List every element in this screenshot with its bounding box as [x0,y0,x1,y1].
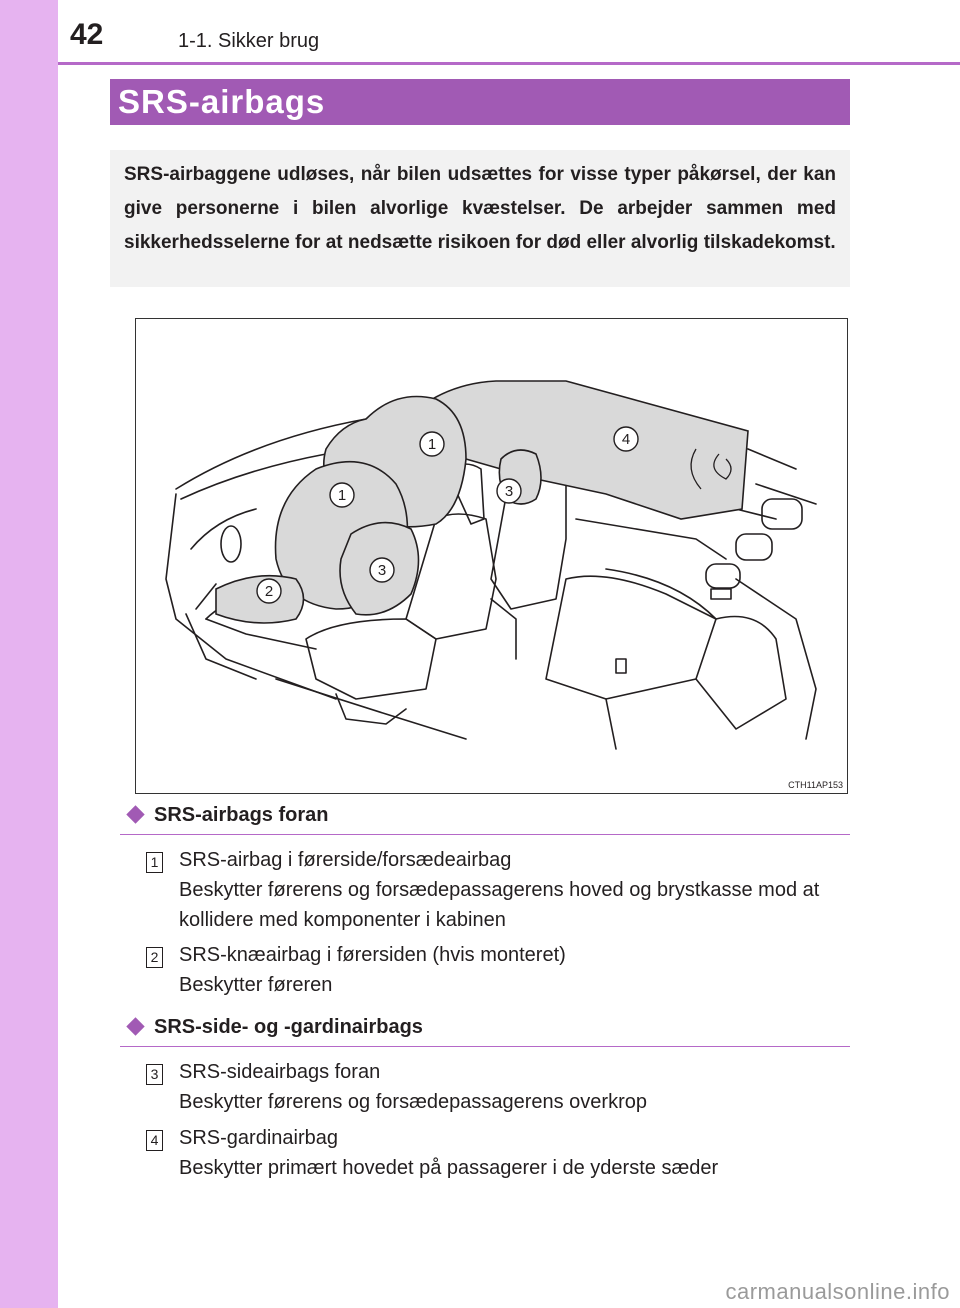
watermark: carmanualsonline.info [725,1279,950,1304]
side-tab-strip [0,0,58,1308]
item-title: SRS-knæairbag i førersiden (hvis monteret) [179,944,566,966]
diamond-bullet-icon [126,806,144,824]
subheading-text: SRS-side- og -gardinairbags [154,1016,423,1038]
car-interior-drawing [136,319,847,793]
item-description: Beskytter primært hovedet på passagerer i de yderste sæder [179,1157,719,1179]
list-item [179,1123,859,1183]
item-number-box: 3 [146,1064,163,1085]
list-item [179,1057,859,1117]
item-title: SRS-sideairbags foran [179,1061,381,1083]
list-item [179,940,859,1000]
item-number-box: 1 [146,852,163,873]
list-item [179,845,859,935]
item-number-box: 4 [146,1130,163,1151]
callout-label: 4 [621,431,631,448]
item-number-box: 2 [146,947,163,968]
item-description: Beskytter førerens og forsædepassagerens hoved og brystkasse mod at kollidere med komponenter i kabinen [179,879,820,931]
figure-code: CTH11AP153 [788,780,843,790]
header-divider [58,62,960,65]
intro-text: SRS-airbaggene udløses, når bilen udsættes for visse typer påkørsel, der kan give personerne i bilen alvorlige kvæstelser. De arbejder sammen med sikkerhedsselerne for at nedsætte risikoen for død eller alvorlig tilskadekomst. [124,164,836,253]
subheading-divider [120,1046,850,1047]
item-description: Beskytter førerens og forsædepassagerens overkrop [179,1091,647,1113]
callout-label: 1 [427,436,437,453]
subheading-front-airbags [126,804,328,827]
subheading-side-curtain-airbags [126,1016,423,1039]
item-description: Beskytter føreren [179,974,333,996]
item-title: SRS-airbag i førerside/forsædeairbag [179,849,512,871]
subheading-text: SRS-airbags foran [154,804,329,826]
airbag-illustration [135,318,848,794]
callout-label: 1 [337,487,347,504]
subheading-divider [120,834,850,835]
section-title: SRS-airbags [118,83,326,120]
callout-label: 3 [504,483,514,500]
item-title: SRS-gardinairbag [179,1127,338,1149]
diamond-bullet-icon [126,1018,144,1036]
callout-label: 3 [377,562,387,579]
page-number: 42 [70,18,104,51]
callout-label: 2 [264,583,274,600]
chapter-header: 1-1. Sikker brug [178,30,320,52]
